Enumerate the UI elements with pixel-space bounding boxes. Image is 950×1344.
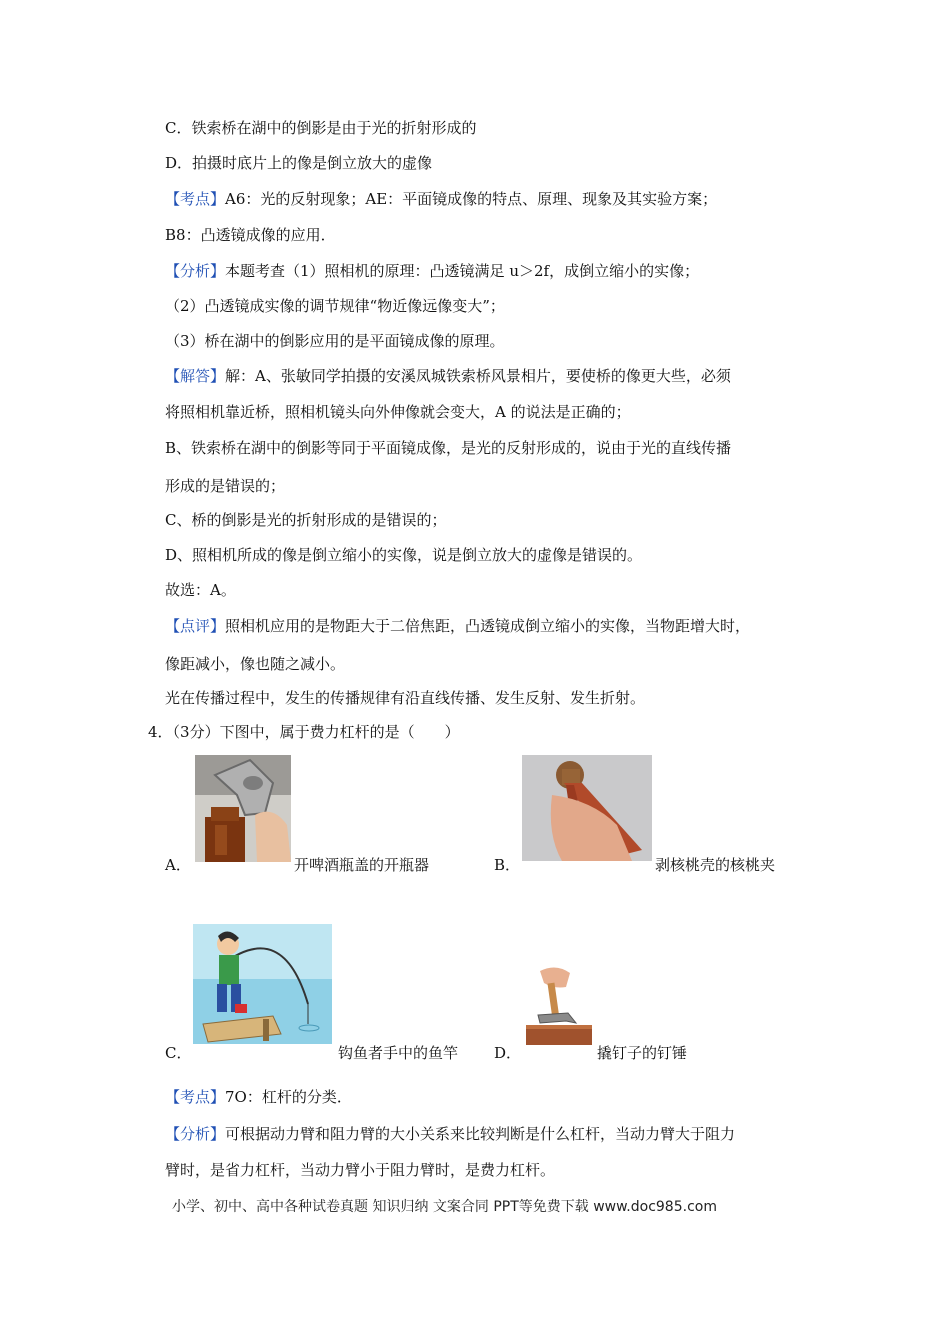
- jieda-text: 解：A、张敏同学拍摄的安溪凤城铁索桥风景相片，要使桥的像更大些，必须: [225, 367, 731, 385]
- dianping-line: [165, 616, 750, 636]
- fishing-rod-image: [193, 924, 332, 1044]
- bottle-opener-image: [195, 755, 291, 862]
- option-d-letter: D．: [494, 1044, 522, 1062]
- kaodian-tag-q4: 【考点】: [165, 1088, 226, 1106]
- fenxi-line-q4: [165, 1124, 735, 1144]
- option-b-text: 剥核桃壳的核桃夹: [655, 856, 776, 874]
- option-c-text: 钩鱼者手中的鱼竿: [338, 1044, 459, 1062]
- fenxi-text-q4: 可根据动力臂和阻力臂的大小关系来比较判断是什么杠杆，当动力臂大于阻力: [225, 1125, 736, 1143]
- jieda-line-2: 将照相机靠近桥，照相机镜头向外伸像就会变大，A 的说法是正确的；: [165, 403, 631, 421]
- dianping-tag: 【点评】: [165, 617, 226, 635]
- fenxi-text: 本题考查（1）照相机的原理：凸透镜满足 u＞2f，成倒立缩小的实像；: [225, 262, 700, 280]
- fenxi-line-3: （3）桥在湖中的倒影应用的是平面镜成像的原理。: [165, 332, 505, 350]
- jieda-line: [165, 366, 731, 386]
- kaodian-tag: 【考点】: [165, 190, 226, 208]
- jieda-line-5: C、桥的倒影是光的折射形成的是错误的；: [165, 511, 447, 529]
- option-c-letter: C．: [165, 1044, 192, 1062]
- option-a-text: 开啤酒瓶盖的开瓶器: [294, 856, 430, 874]
- option-b-letter: B．: [494, 856, 521, 874]
- option-a-letter: A．: [165, 856, 191, 874]
- option-d-text: 撬钉子的钉锤: [597, 1044, 688, 1062]
- jieda-line-3: B、铁索桥在湖中的倒影等同于平面镜成像，是光的反射形成的，说由于光的直线传播: [165, 439, 732, 457]
- kaodian-text-q4: 7O：杠杆的分类．: [225, 1088, 352, 1106]
- nutcracker-image: [522, 755, 652, 861]
- jieda-line-4: 形成的是错误的；: [165, 477, 286, 495]
- option-c-line: C．铁索桥在湖中的倒影是由于光的折射形成的: [165, 119, 477, 137]
- fenxi-line-q4-2: 臂时，是省力杠杆，当动力臂小于阻力臂时，是费力杠杆。: [165, 1161, 556, 1179]
- jieda-answer: 故选：A。: [165, 581, 236, 599]
- jieda-tag: 【解答】: [165, 367, 226, 385]
- fenxi-tag-q4: 【分析】: [165, 1125, 226, 1143]
- claw-hammer-image: [526, 963, 592, 1045]
- dianping-text: 照相机应用的是物距大于二倍焦距，凸透镜成倒立缩小的实像，当物距增大时，: [225, 617, 751, 635]
- fenxi-line: [165, 261, 699, 281]
- jieda-line-6: D、照相机所成的像是倒立缩小的实像，说是倒立放大的虚像是错误的。: [165, 546, 643, 564]
- kaodian-line: [165, 189, 717, 209]
- kaodian-line-q4: [165, 1087, 352, 1107]
- dianping-line-3: 光在传播过程中，发生的传播规律有沿直线传播、发生反射、发生折射。: [165, 689, 646, 707]
- option-d-line: D．拍摄时底片上的像是倒立放大的虚像: [165, 154, 433, 172]
- fenxi-tag: 【分析】: [165, 262, 226, 280]
- kaodian-line-2: B8：凸透镜成像的应用．: [165, 226, 336, 244]
- fenxi-line-2: （2）凸透镜成实像的调节规律“物近像远像变大”；: [165, 297, 505, 315]
- dianping-line-2: 像距减小，像也随之减小。: [165, 655, 346, 673]
- footer-ad: 小学、初中、高中各种试卷真题 知识归纳 文案合同 PPT等免费下载 www.doc985.com: [172, 1199, 717, 1215]
- kaodian-text: A6：光的反射现象；AE：平面镜成像的特点、原理、现象及其实验方案；: [225, 190, 718, 208]
- question-4: 4．（3分）下图中，属于费力杠杆的是（ ）: [148, 723, 460, 741]
